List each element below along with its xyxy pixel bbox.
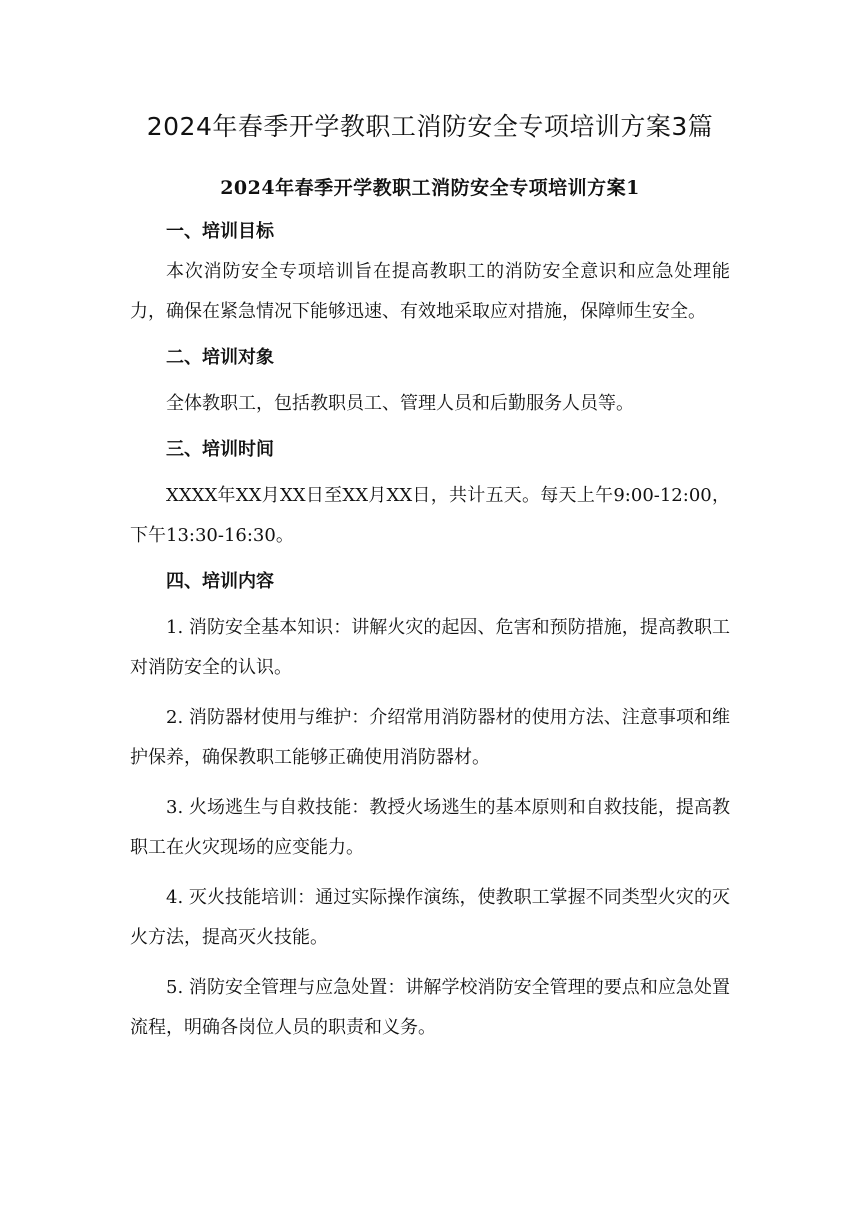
section-heading-schedule: 三、培训时间 xyxy=(166,439,274,460)
list-item-content-1: 1. 消防安全基本知识：讲解火灾的起因、危害和预防措施，提高教职工对消防安全的认识。 xyxy=(130,617,730,678)
section-heading-audience: 二、培训对象 xyxy=(166,347,274,368)
paragraph-goals: 本次消防安全专项培训旨在提高教职工的消防安全意识和应急处理能力，确保在紧急情况下能够迅速、有效地采取应对措施，保障师生安全。 xyxy=(130,261,730,322)
paragraph-schedule: XXXX年XX月XX日至XX月XX日，共计五天。每天上午9:00-12:00，下午13:30-16:30。 xyxy=(130,485,730,546)
document-body xyxy=(130,212,730,1048)
section-heading-content: 四、培训内容 xyxy=(166,571,274,592)
list-item-content-2: 2. 消防器材使用与维护：介绍常用消防器材的使用方法、注意事项和维护保养，确保教职工能够正确使用消防器材。 xyxy=(130,707,730,768)
list-item-content-5: 5. 消防安全管理与应急处置：讲解学校消防安全管理的要点和应急处置流程，明确各岗位人员的职责和义务。 xyxy=(130,977,730,1038)
list-item-content-4: 4. 灭火技能培训：通过实际操作演练，使教职工掌握不同类型火灾的灭火方法，提高灭火技能。 xyxy=(130,887,730,948)
section-heading-goals: 一、培训目标 xyxy=(166,221,274,242)
document-subtitle: 2024年春季开学教职工消防安全专项培训方案1 xyxy=(220,177,640,199)
document-title: 2024年春季开学教职工消防安全专项培训方案3篇 xyxy=(146,112,714,141)
paragraph-audience: 全体教职工，包括教职员工、管理人员和后勤服务人员等。 xyxy=(166,393,634,414)
list-item-content-3: 3. 火场逃生与自救技能：教授火场逃生的基本原则和自救技能，提高教职工在火灾现场的应变能力。 xyxy=(130,797,730,858)
